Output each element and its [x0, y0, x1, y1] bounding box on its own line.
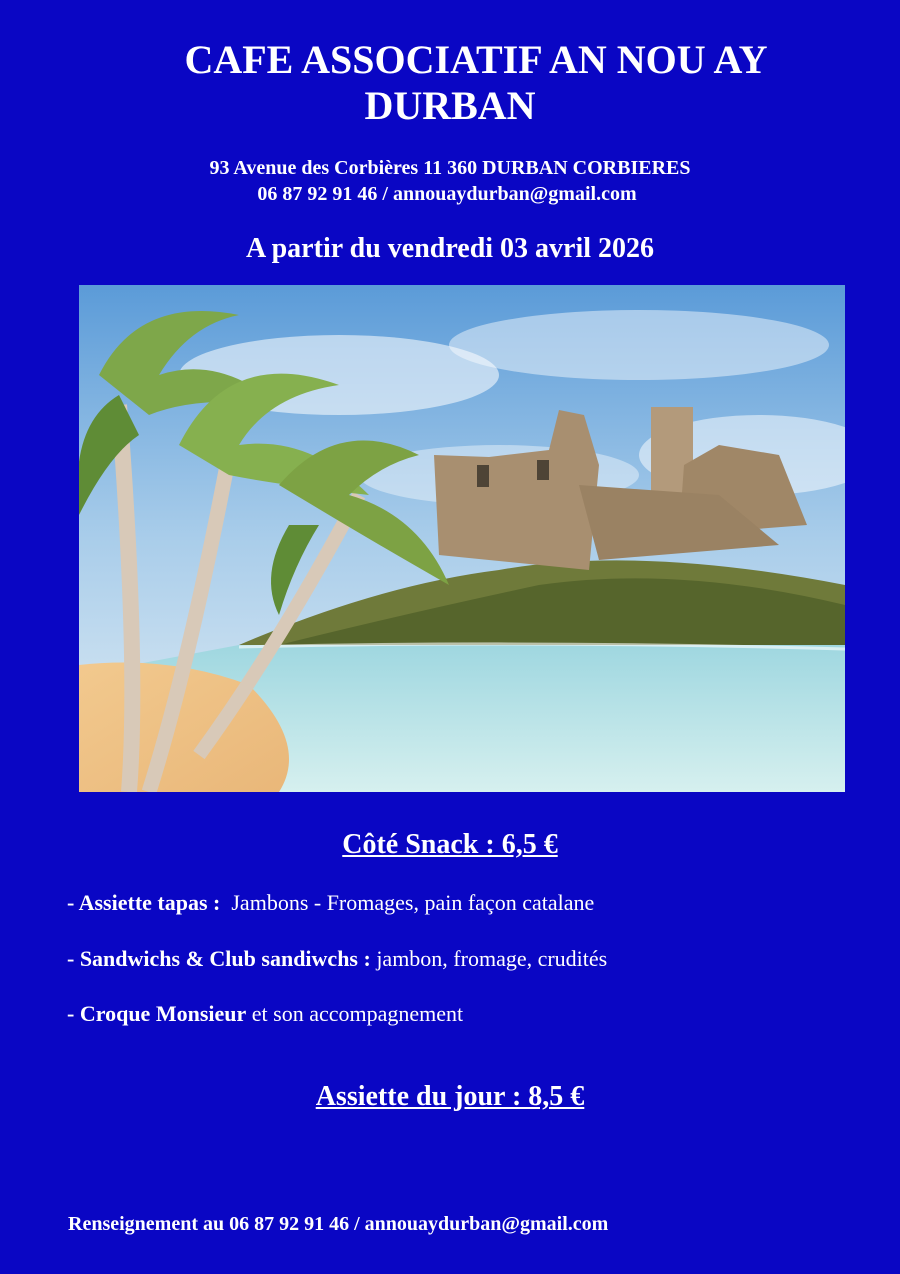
menu-item-description: jambon, fromage, crudités — [370, 946, 608, 971]
menu-item-sandwichs — [67, 946, 607, 972]
menu-item-label: - Assiette tapas : — [67, 890, 221, 915]
menu-item-label: - Croque Monsieur — [67, 1001, 247, 1026]
menu-item-description: Jambons - Fromages, pain façon catalane — [220, 890, 595, 915]
castle-beach-illustration — [79, 285, 845, 792]
menu-item-croque — [67, 1001, 463, 1027]
contact-line: 06 87 92 91 46 / annouaydurban@gmail.com — [257, 183, 637, 205]
opening-date: A partir du vendredi 03 avril 2026 — [245, 233, 655, 264]
address-line: 93 Avenue des Corbières 11 360 DURBAN CORBIERES — [209, 157, 691, 179]
menu-item-tapas — [67, 890, 594, 916]
daily-plate-title: Assiette du jour : 8,5 € — [315, 1081, 585, 1112]
snack-section-title: Côté Snack : 6,5 € — [342, 829, 558, 860]
footer-info: Renseignement au 06 87 92 91 46 / annouaydurban@gmail.com — [68, 1213, 609, 1235]
title-line-2: DURBAN — [364, 83, 536, 128]
menu-item-description: et son accompagnement — [246, 1001, 464, 1026]
title-line-1: CAFE ASSOCIATIF AN NOU AY — [184, 37, 768, 82]
menu-item-label: - Sandwichs & Club sandiwchs : — [67, 946, 371, 971]
